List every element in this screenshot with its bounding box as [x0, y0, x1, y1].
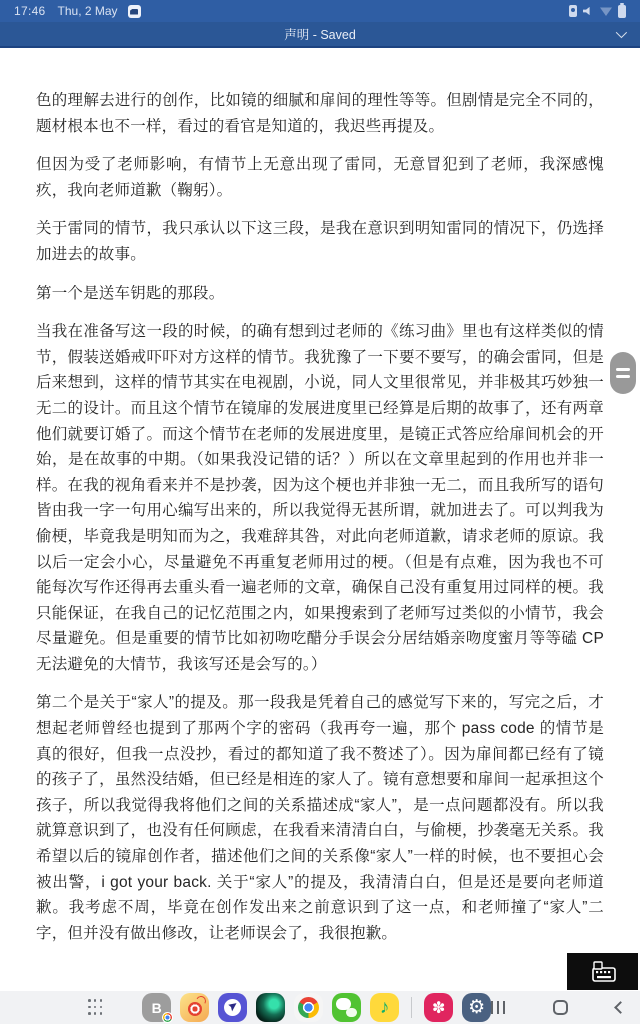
weibo-icon[interactable] [180, 993, 209, 1022]
keyboard-icon [589, 961, 617, 983]
wechat-icon[interactable] [332, 993, 361, 1022]
document-title: 声明 - Saved [284, 28, 356, 42]
b-letter: B [151, 999, 162, 1016]
system-tray [569, 5, 626, 18]
paragraph: 第二个是关于“家人”的提及。那一段我是凭着自己的感觉写下来的，写完之后，才想起老师曾经也提到了那两个字的密码（我再夸一遍，那个 pass code 的情节是真的很好，但我一点没抄，看过的都知道了我不赘述了）。因为扉间都已经有了镜的孩子了，虽然没结婚，但已经是相连的家人了。镜有意想要和扉间一起承担这个孩子，所以我觉得我将他们之间的关系描述成“家人”，是一点问题都没有。所以我就算意识到了，也没有任何顾虑，在我看来清清白白，与偷梗，抄袭毫无关系。我希望以后的镜扉创作者，描述他们之间的关系像“家人”一样的时候，也不要担心会被出警，i got your back. 关于“家人”的提及，我清清白白，但是还是要向老师道歉。我考虑不周，毕竟在创作发出来之前意识到了这一点，和老师撞了“家人”二字，但并没有做出修改，让老师误会了，我很抱歉。 [36, 694, 604, 942]
qq-music-icon[interactable]: ♪ [370, 993, 399, 1022]
battery-icon [618, 5, 626, 18]
status-bar [0, 0, 640, 22]
paragraph: 色的理解去进行的创作，比如镜的细腻和扉间的理性等等。但剧情是完全不同的，题材根本也不一样，看过的看官是知道的，我迟些再提及。 [36, 92, 604, 135]
nav-buttons [491, 1000, 625, 1015]
taskbar-divider [411, 997, 412, 1018]
battery-saver-icon [569, 5, 577, 17]
vibrate-icon [583, 6, 594, 17]
taskbar-apps [142, 993, 491, 1022]
clock: 17:46 [14, 4, 46, 18]
home-button[interactable] [553, 1000, 568, 1015]
document-page[interactable] [0, 48, 640, 946]
date: Thu, 2 May [57, 4, 118, 18]
paragraph: 关于雷同的情节，我只承认以下这三段，是我在意识到明知雷同的情况下，仍选择加进去的故事。 [36, 220, 604, 263]
chrome-icon[interactable] [294, 993, 323, 1022]
app-title-bar [0, 22, 640, 48]
drag-handle-icon[interactable] [610, 352, 636, 394]
b-web-app-icon[interactable] [142, 993, 171, 1022]
quark-browser-icon[interactable] [218, 993, 247, 1022]
taskbar [0, 991, 640, 1024]
chevron-down-icon[interactable] [616, 27, 627, 38]
back-button[interactable] [614, 1001, 627, 1014]
settings-icon[interactable]: ⚙ [462, 993, 491, 1022]
gallery-saved-icon [128, 5, 141, 18]
app-drawer-button[interactable] [88, 999, 102, 1016]
paragraph: 当我在准备写这一段的时候，的确有想到过老师的《练习曲》里也有这样类似的情节，假装送婚戒吓吓对方这样的情节。我犹豫了一下要不要写，的确会雷同，但是后来想到，这样的情节其实在电视剧，小说，同人文里很常见，并非极其巧妙独一无二的设计。而且这个情节在镜扉的发展进度里已经算是后期的故事了，还有两章他们就要订婚了。而这个情节在老师的发展进度里，是镜正式答应给扉间机会的开始，是在故事的中期。（如果我没记错的话？）所以在文章里起到的作用也并非一样。在我的视角看来并不是抄袭，因为这个梗也并非独一无二，而且我所写的语句皆由我一字一句用心编写出来的，所以我觉得无甚所谓，就加进去了。可以判我为偷梗，毕竟我是明知而为之，我难辞其咎，对此向老师道歉，请求老师的原谅。我以后一定会小心，尽量避免不再重复老师用过的梗。（但是有点难，因为我也不可能每次写作还得再去重头看一遍老师的文章，确保自己没有重复用过同样的梗。我只能保证，在我自己的记忆范围之内，如果搜索到了老师写过类似的小情节，我会尽量避免。但是重要的情节比如初吻吃醋分手误会分居结婚亲吻度蜜月等等磕 CP 无法避免的大情节，我该写还是会写的。） [36, 323, 604, 673]
wifi-icon [600, 6, 612, 16]
chrome-badge-icon [162, 1012, 173, 1023]
dark-teal-app-icon[interactable] [256, 993, 285, 1022]
gallery-icon[interactable]: ✽ [424, 993, 453, 1022]
recents-button[interactable] [491, 1001, 505, 1014]
paragraph: 第一个是送车钥匙的那段。 [36, 284, 225, 302]
paragraph: 但因为受了老师影响，有情节上无意出现了雷同，无意冒犯到了老师，我深感愧疚，我向老师道歉（鞠躬）。 [36, 156, 604, 199]
show-keyboard-button[interactable] [567, 953, 638, 990]
